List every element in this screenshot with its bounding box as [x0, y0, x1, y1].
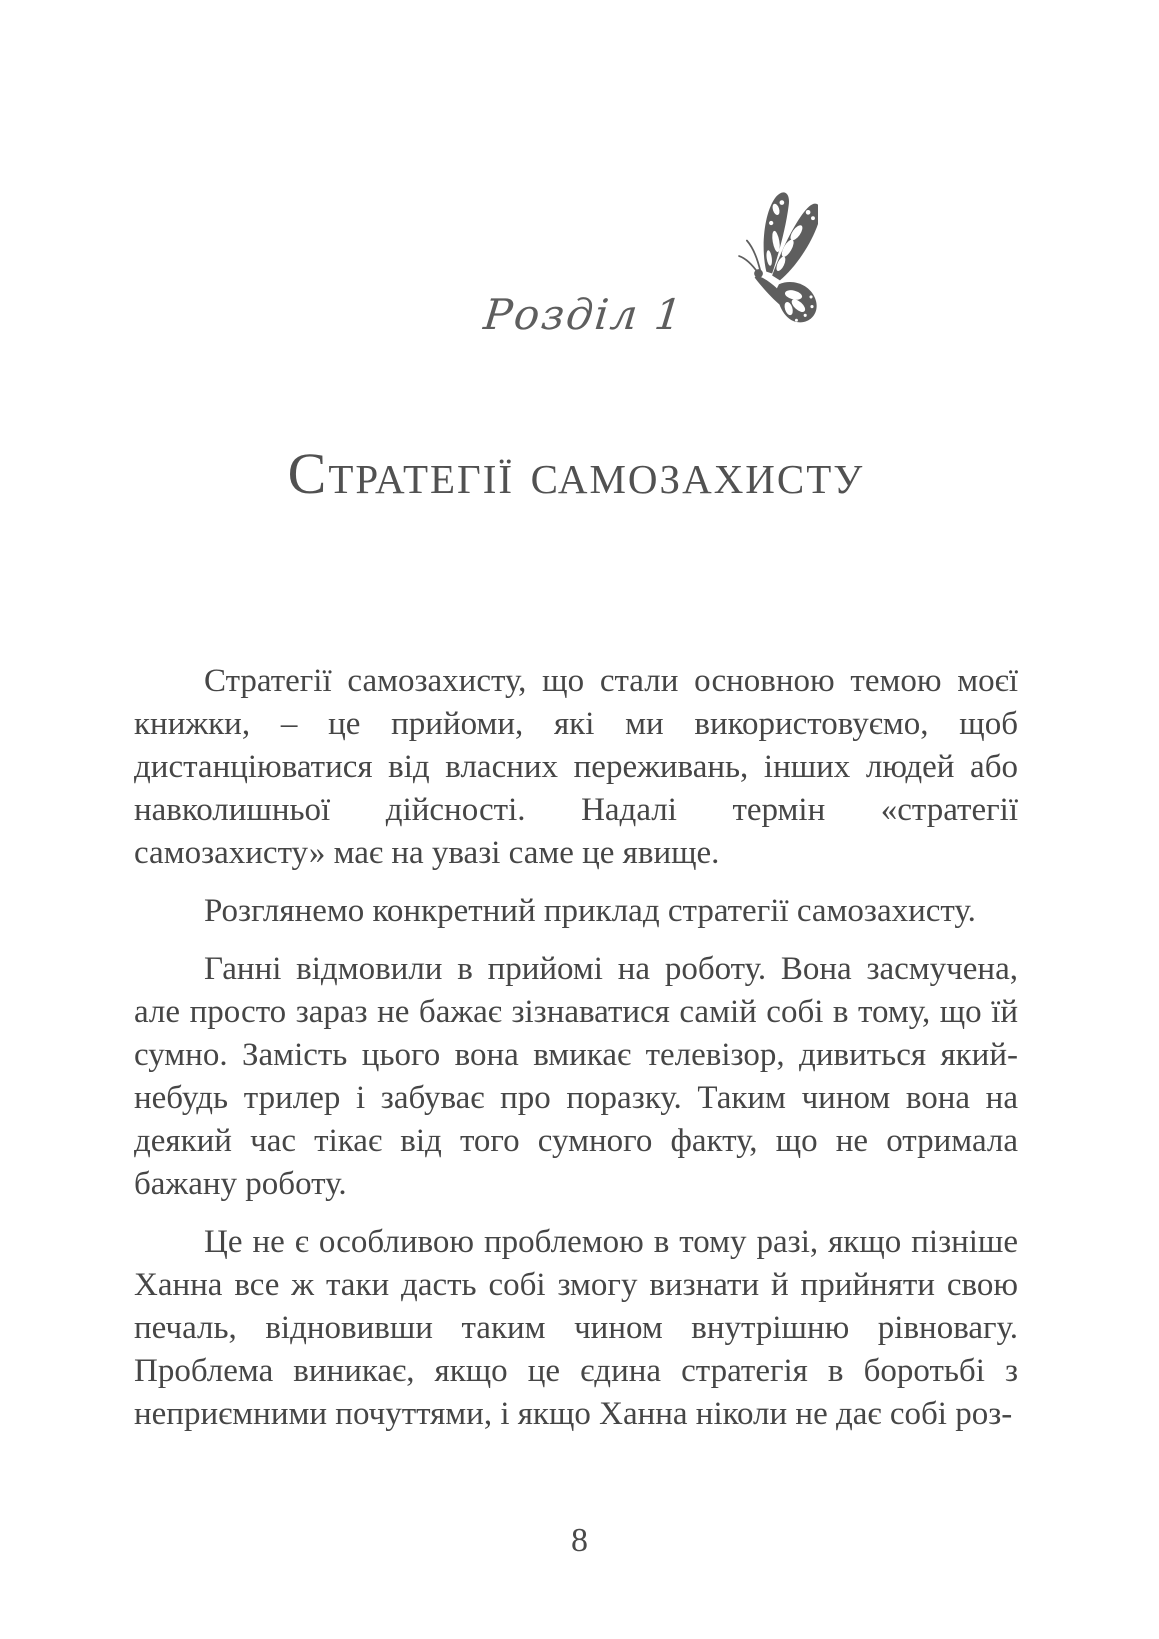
chapter-heading: Розділ 1 [481, 290, 686, 339]
paragraph: Це не є особливою проблемою в тому разі, якщо пізніше Ханна все ж таки дасть собі змогу визнати й прийняти свою печаль, відновивши таким чином внутрішню рівновагу. Проблема виникає, якщо це єдина стратегія в боротьбі з неприємними почуттями, і якщо Ханна ніколи не дає собі роз- [134, 1224, 1018, 1432]
paragraph: Стратегії самозахисту, що стали основною темою моєї книжки, – це прийоми, які ми використовуємо, щоб дистанціюватися від власних переживань, інших людей або навколишньої дійсності. Надалі термін «стратегії самозахисту» має на увазі саме це явище. [134, 663, 1018, 871]
body-text [134, 660, 1018, 1451]
butterfly-icon [736, 188, 818, 328]
paragraph: Ганні відмовили в прийомі на роботу. Вона засмучена, але просто зараз не бажає зізнаватися самій собі в тому, що їй сумно. Замість цього вона вмикає телевізор, дивиться який-небудь трилер і забуває про поразку. Таким чином вона на деякий час тікає від того сумного факту, що не отримала бажану роботу. [134, 951, 1018, 1202]
chapter-title: Стратегії самозахисту [287, 441, 865, 506]
page-number: 8 [571, 1522, 588, 1559]
paragraph: Розглянемо конкретний приклад стратегії самозахисту. [204, 893, 976, 929]
